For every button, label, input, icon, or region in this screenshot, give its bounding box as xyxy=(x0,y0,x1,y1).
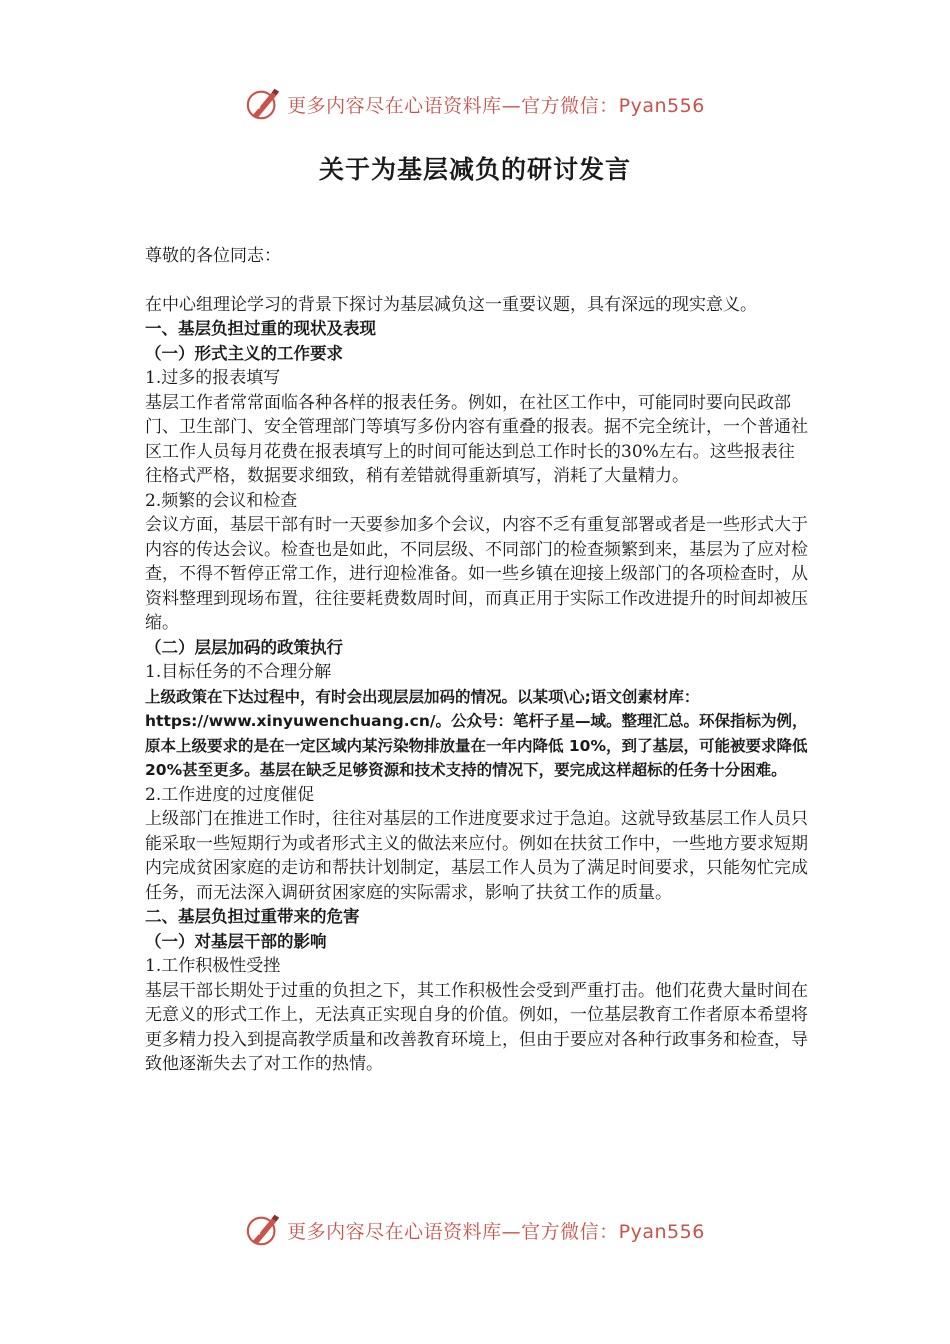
watermark-text: 更多内容尽在心语资料库—官方微信：Pyan556 xyxy=(287,1220,705,1243)
body-paragraph-inserted: 上级政策在下达过程中，有时会出现层层加码的情况。以某项\心;语文创素材库：https://www.xinyuwenchuang.cn/。公众号：笔杆子星—域。整理汇总。环保指标为例，原本上级要求的是在一定区域内某污染物排放量在一年内降低 10%，到了基层，可能被要求降低 20%甚至更多。基层在缺乏足够资源和技术支持的情况下，要完成这样超标的任务十分困难。 xyxy=(145,687,808,779)
page-title: 关于为基层减负的研讨发言 xyxy=(318,155,631,184)
section-heading: 一、基层负担过重的现状及表现 xyxy=(145,319,376,338)
item-heading: 2.频繁的会议和检查 xyxy=(145,490,298,511)
subsection-heading: （一）对基层干部的影响 xyxy=(145,931,327,951)
salutation: 尊敬的各位同志： xyxy=(145,246,281,266)
item-heading: 1.工作积极性受挫 xyxy=(145,956,281,976)
body-paragraph: 基层工作者常常面临各种各样的报表任务。例如，在社区工作中，可能同时要向民政部门、卫生部门、安全管理部门等填写多份内容有重叠的报表。据不完全统计，一个普通社区工作人员每月花费在报表填写上的时间可能达到总工作时长的30%左右。这些报表往往格式严格，数据要求细致，稍有差错就得重新填写，消耗了大量精力。 xyxy=(145,392,808,486)
watermark-banner-bottom xyxy=(0,1208,950,1252)
intro-paragraph: 在中心组理论学习的背景下探讨为基层减负这一重要议题，具有深远的现实意义。 xyxy=(145,294,757,315)
document-body xyxy=(145,244,809,1077)
watermark-text: 更多内容尽在心语资料库—官方微信：Pyan556 xyxy=(287,94,705,117)
subsection-heading: （一）形式主义的工作要求 xyxy=(145,343,343,363)
section-heading: 二、基层负担过重带来的危害 xyxy=(145,907,360,926)
watermark-banner-top xyxy=(0,82,950,126)
item-heading: 1.目标任务的不合理分解 xyxy=(145,662,332,682)
subsection-heading: （二）层层加码的政策执行 xyxy=(145,637,343,657)
pen-logo-icon xyxy=(245,1211,283,1249)
body-paragraph: 上级部门在推进工作时，往往对基层的工作进度要求过于急迫。这就导致基层工作人员只能采取一些短期行为或者形式主义的做法来应付。例如在扶贫工作中，一些地方要求短期内完成贫困家庭的走访和帮扶计划制定，基层工作人员为了满足时间要求，只能匆忙完成任务，而无法深入调研贫困家庭的实际需求，影响了扶贫工作的质量。 xyxy=(145,809,808,903)
item-heading: 2.工作进度的过度催促 xyxy=(145,784,315,805)
body-paragraph: 基层干部长期处于过重的负担之下，其工作积极性会受到严重打击。他们花费大量时间在无意义的形式工作上，无法真正实现自身的价值。例如，一位基层教育工作者原本希望将更多精力投入到提高教学质量和改善教育环境上，但由于要应对各种行政事务和检查，导致他逐渐失去了对工作的热情。 xyxy=(145,980,808,1074)
body-paragraph: 会议方面，基层干部有时一天要参加多个会议，内容不乏有重复部署或者是一些形式大于内容的传达会议。检查也是如此，不同层级、不同部门的检查频繁到来，基层为了应对检查，不得不暂停正常工作，进行迎检准备。如一些乡镇在迎接上级部门的各项检查时，从资料整理到现场布置，往往要耗费数周时间，而真正用于实际工作改进提升的时间却被压缩。 xyxy=(145,515,808,633)
item-heading: 1.过多的报表填写 xyxy=(145,368,281,388)
pen-logo-icon xyxy=(245,85,283,123)
